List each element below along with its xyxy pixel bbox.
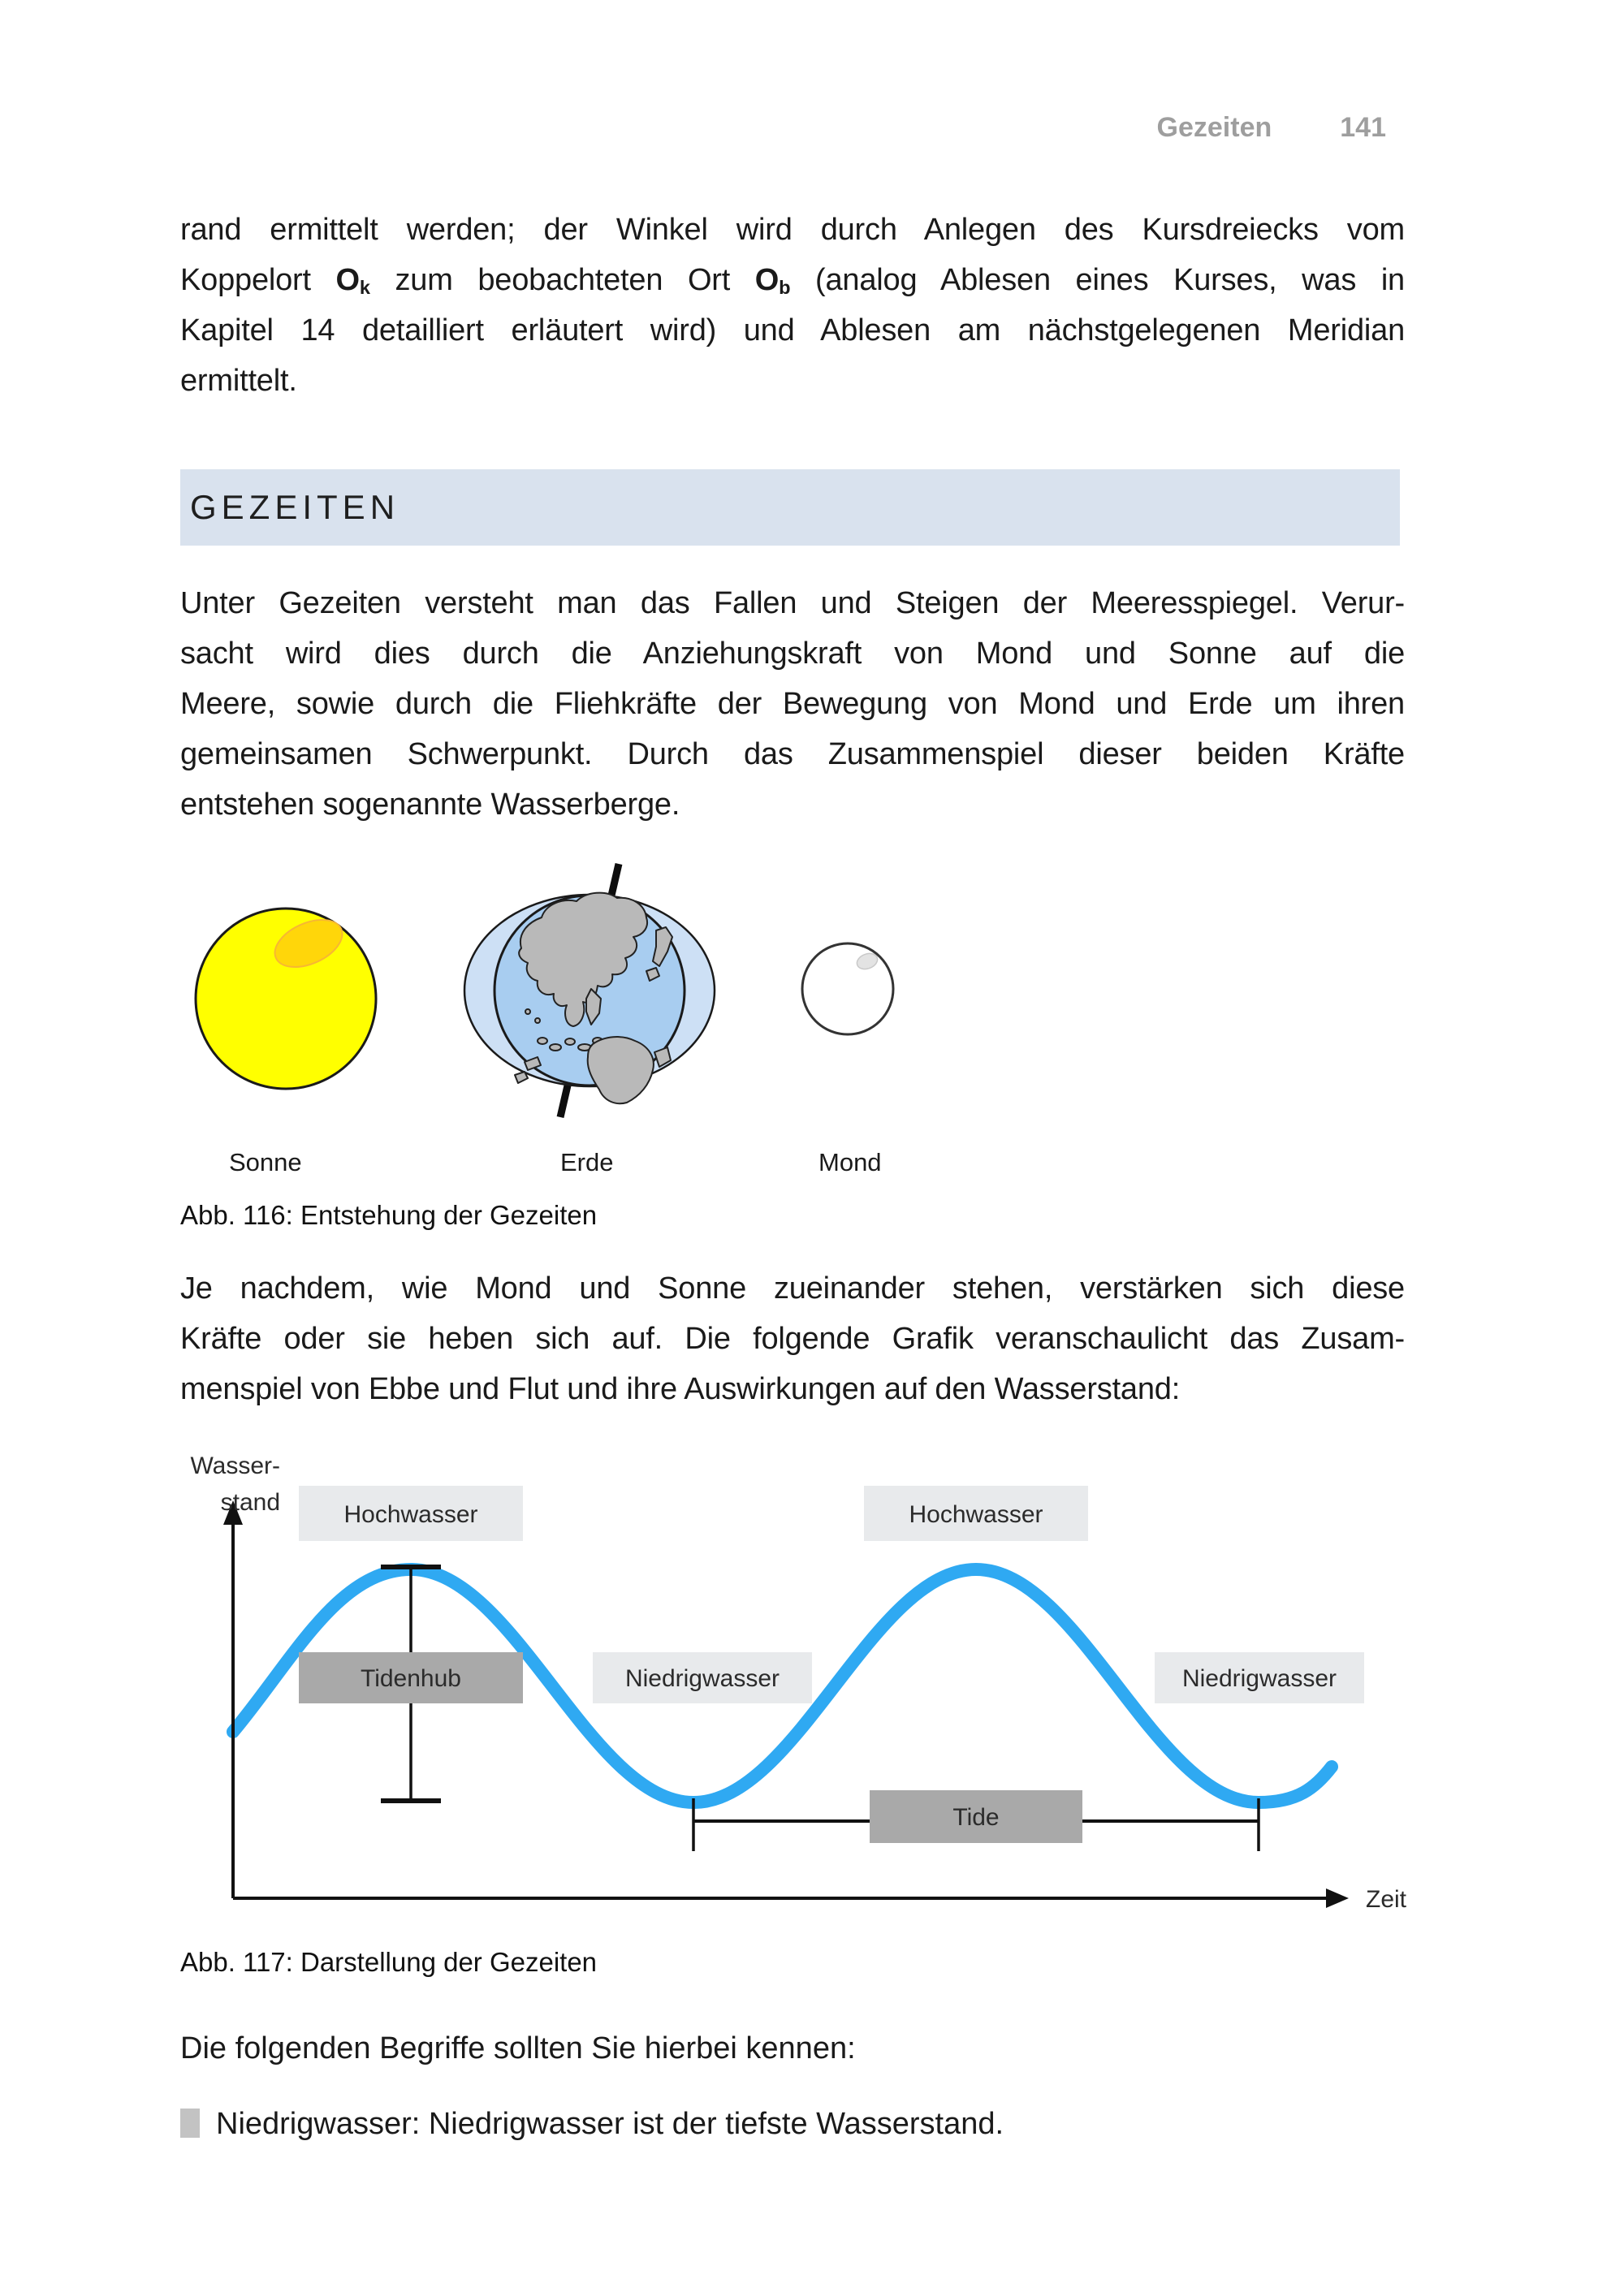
y-axis-label-line2: stand: [220, 1489, 280, 1516]
x-axis-arrow-icon: [1326, 1888, 1349, 1908]
paragraph-line: Kapitel 14 detailliert erläutert wird) und Ablesen am nächstgelegenen Meridian: [180, 313, 1405, 347]
figure-label-sun: Sonne: [229, 1148, 302, 1176]
page-header: [1157, 112, 1386, 144]
paragraph-line: rand ermittelt werden; der Winkel wird durch Anlegen des Kursdreiecks vom: [180, 213, 1405, 247]
paragraph-line: gemeinsamen Schwerpunkt. Durch das Zusammenspiel dieser beiden Kräfte: [180, 737, 1405, 771]
header-section-title: Gezeiten: [1156, 112, 1272, 143]
section-heading-band: [180, 469, 1400, 546]
terms-intro: Die folgenden Begriffe sollten Sie hierbei kennen:: [180, 2031, 856, 2065]
niedrigwasser-label-2: Niedrigwasser: [1181, 1665, 1337, 1692]
tidenhub-label: Tidenhub: [361, 1665, 461, 1692]
list-item-text: Niedrigwasser: Niedrigwasser ist der tiefste Wasserstand.: [216, 2107, 1004, 2141]
paragraph-line: menspiel von Ebbe und Flut und ihre Auswirkungen auf den Wasserstand:: [180, 1372, 1181, 1406]
paragraph-line: Koppelort $O_k$ zum beobachteten Ort $O_b$ (analog Ablesen eines Kurses, was in: [180, 263, 1405, 299]
tide-label: Tide: [952, 1804, 1000, 1831]
figure-label-moon: Mond: [818, 1148, 882, 1176]
section-heading: GEZEITEN: [190, 488, 400, 526]
figure-label-earth: Erde: [560, 1148, 614, 1176]
paragraph-line: ermittelt.: [180, 364, 297, 398]
figure-sun-earth-moon: [180, 852, 911, 1129]
moon-icon: [802, 943, 893, 1034]
x-axis-label: Zeit: [1366, 1886, 1407, 1913]
list-item: [180, 2104, 1405, 2143]
intro-paragraph: [180, 205, 1405, 406]
square-bullet-icon: [180, 2109, 200, 2138]
paragraph-line: Meere, sowie durch die Fliehkräfte der Bewegung von Mond und Erde um ihren: [180, 687, 1405, 721]
interplay-paragraph: [180, 1263, 1405, 1414]
hochwasser-label-1: Hochwasser: [343, 1501, 478, 1528]
paragraph-line: entstehen sogenannte Wasserberge.: [180, 788, 680, 822]
paragraph-line: Kräfte oder sie heben sich auf. Die folgende Grafik veranschaulicht das Zusam-: [180, 1322, 1405, 1356]
figure-117-caption: Abb. 117: Darstellung der Gezeiten: [180, 1947, 598, 1977]
hochwasser-label-2: Hochwasser: [909, 1501, 1043, 1528]
tide-chart: [187, 1444, 1429, 1923]
figure-116-caption: Abb. 116: Entstehung der Gezeiten: [180, 1200, 598, 1230]
y-axis-label-line1: Wasser-: [190, 1452, 280, 1479]
paragraph-line: Unter Gezeiten versteht man das Fallen und Steigen der Meeresspiegel. Verur-: [180, 586, 1405, 620]
chart-axes: [233, 1522, 1328, 1898]
gezeiten-paragraph: [180, 578, 1405, 830]
paragraph-line: Je nachdem, wie Mond und Sonne zueinander stehen, verstärken sich diese: [180, 1271, 1405, 1306]
paragraph-line: sacht wird dies durch die Anziehungskraft von Mond und Sonne auf die: [180, 637, 1405, 671]
header-page-number: 141: [1340, 112, 1386, 143]
niedrigwasser-label-1: Niedrigwasser: [624, 1665, 780, 1692]
